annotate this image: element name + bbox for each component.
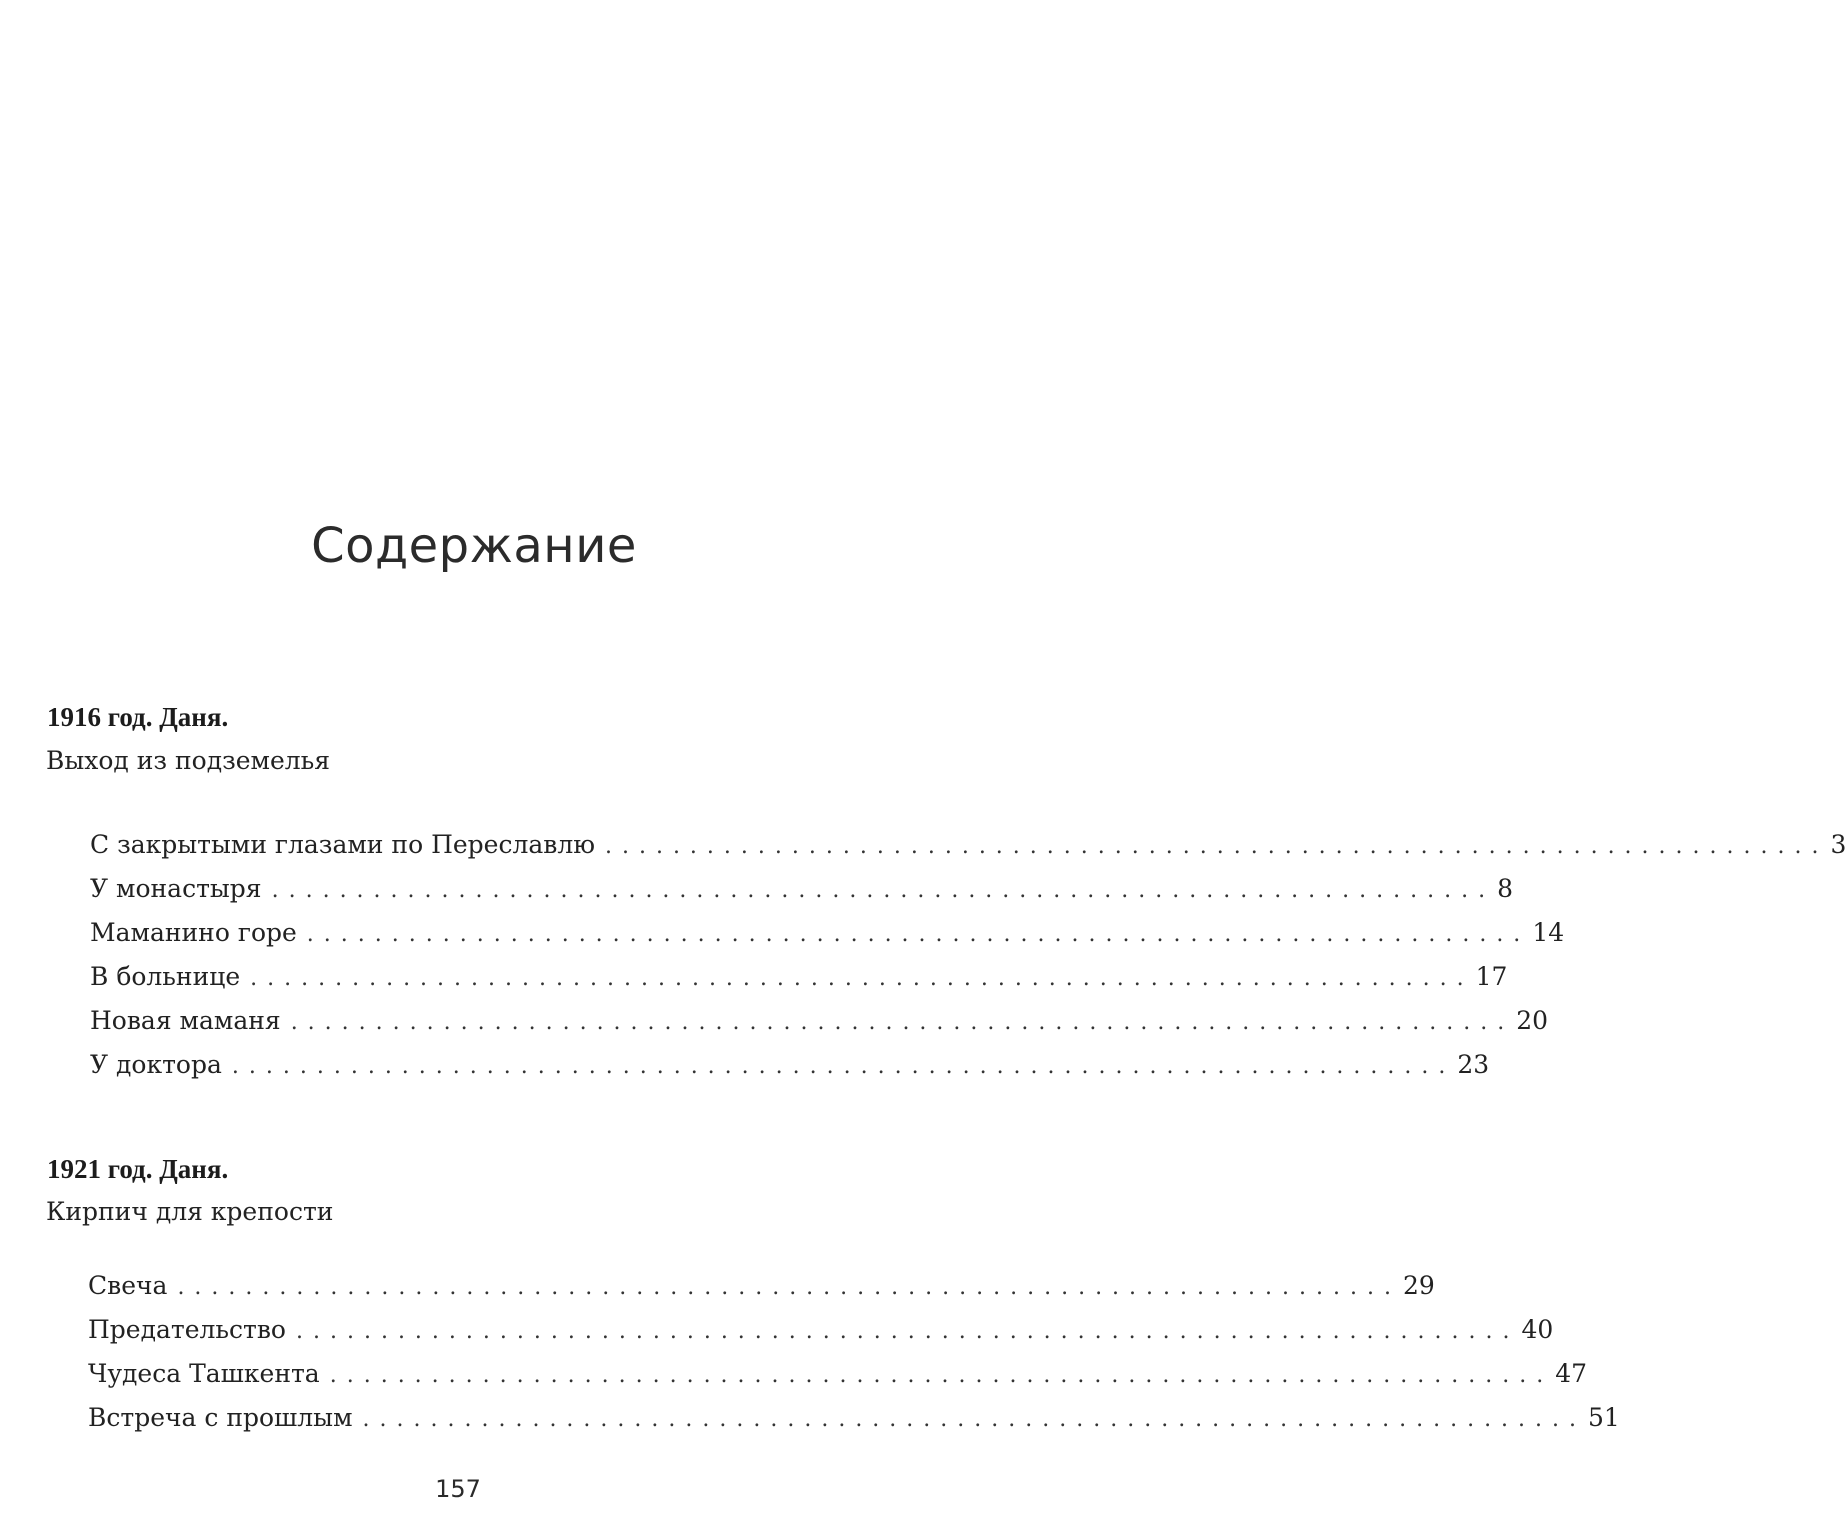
part-subtitle: Кирпич для крепости (46, 1197, 334, 1226)
toc-entry[interactable] (88, 1352, 1588, 1396)
toc-entry-title: У монастыря (90, 874, 262, 903)
toc-entry-page: 14 (1532, 918, 1565, 947)
toc-entry-page: 51 (1588, 1403, 1620, 1432)
dot-leader: ........................................................................ (306, 922, 1531, 947)
toc-list (88, 1264, 1620, 1440)
toc-entry[interactable] (90, 911, 1565, 955)
toc-entry-title: В больнице (90, 962, 241, 991)
dot-leader: ........................................................................ (250, 966, 1474, 991)
toc-entry-page: 23 (1457, 1050, 1490, 1079)
page-number: 157 (435, 1475, 481, 1503)
toc-entry[interactable] (88, 1396, 1620, 1440)
dot-leader: ........................................................................ (177, 1275, 1401, 1300)
toc-entry-title: Новая маманя (90, 1006, 281, 1035)
toc-entry-title: Предательство (88, 1315, 286, 1344)
part-subtitle: Выход из подземелья (46, 746, 331, 775)
part-heading: 1921 год. Даня. (47, 1154, 229, 1184)
dot-leader: ........................................................................ (604, 834, 1829, 859)
dot-leader: ........................................................................ (362, 1407, 1587, 1432)
toc-entry-page: 40 (1521, 1315, 1554, 1344)
toc-entry[interactable] (88, 1308, 1554, 1352)
toc-entry-page: 20 (1516, 1006, 1549, 1035)
toc-entry-title: Чудеса Ташкента (88, 1359, 320, 1388)
dot-leader: ........................................................................ (271, 878, 1496, 903)
toc-entry-title: С закрытыми глазами по Переславлю (90, 830, 595, 859)
dot-leader: ........................................................................ (231, 1054, 1456, 1079)
toc-entry-page: 47 (1555, 1359, 1588, 1388)
toc-entry-title: Маманино горе (90, 918, 297, 947)
toc-entry-title: Встреча с прошлым (88, 1403, 353, 1432)
toc-entry-page: 17 (1475, 962, 1508, 991)
toc-entry[interactable] (90, 1043, 1490, 1087)
toc-entry-page: 8 (1497, 874, 1514, 903)
dot-leader: ........................................................................ (295, 1319, 1520, 1344)
toc-entry[interactable] (90, 955, 1508, 999)
part-heading: 1916 год. Даня. (47, 702, 229, 732)
toc-entry-page: 3 (1830, 830, 1846, 859)
toc-entry[interactable] (90, 999, 1549, 1043)
toc-entry[interactable] (90, 867, 1514, 911)
toc-entry-title: У доктора (90, 1050, 222, 1079)
toc-entry[interactable] (88, 1264, 1435, 1308)
toc-entry-page: 29 (1402, 1271, 1435, 1300)
toc-entry-title: Свеча (88, 1271, 168, 1300)
page-title: Содержание (311, 518, 637, 574)
dot-leader: ........................................................................ (329, 1363, 1554, 1388)
toc-entry[interactable] (90, 823, 1846, 867)
toc-list (90, 823, 1846, 1087)
dot-leader: ........................................................................ (290, 1010, 1515, 1035)
